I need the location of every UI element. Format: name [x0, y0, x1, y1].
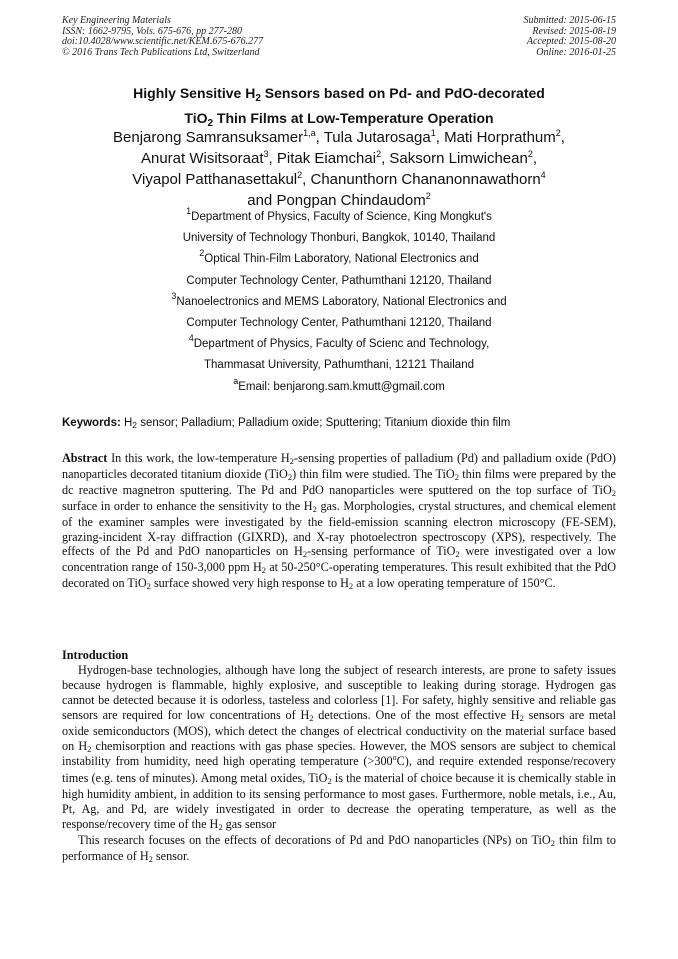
abstract-text: ) thin film were studied. The TiO [292, 466, 455, 481]
author-line [62, 170, 616, 191]
copyright-line: © 2016 Trans Tech Publications Ltd, Switzerland [62, 46, 260, 58]
author-name: Anurat Wisitsoraat [140, 150, 264, 167]
author-name: , Mati Horprathum [435, 129, 556, 146]
subscript: 2 [289, 456, 294, 466]
author-affil-mark: 2 [527, 149, 533, 159]
author-line [62, 149, 616, 170]
title-text: Highly Sensitive H [133, 85, 256, 101]
abstract-text: gas. Morphologies, crystal structures, and chemical element of the examiner samples were investigated by the field-emission scanning electron microscopy (FE-SEM), grazing-incident X-ray diffraction (GIXRD), and X-ray photoelectron spectroscopy (XPS), respectively. The effects of the Pd and PdO nanoparticles on H [62, 498, 616, 559]
intro-text: gas sensor [222, 817, 277, 832]
author-name: and Pongpan Chindaudom [247, 192, 426, 209]
subscript: 2 [312, 503, 317, 514]
abstract-text: were investigated over a low concentration range of 150-3,000 ppm H [62, 544, 617, 575]
intro-text: thin film to performance of H [62, 832, 616, 863]
author-name: Viyapol Patthanasettakul [132, 171, 298, 188]
author-affil-mark: 2 [555, 128, 561, 138]
degree-superscript: o [392, 753, 397, 763]
abstract-paragraph [62, 451, 616, 592]
author-separator: , [532, 150, 538, 167]
subscript: 2 [148, 853, 153, 864]
subscript: 2 [611, 487, 616, 498]
title-line-1 [62, 82, 616, 107]
affil-text: Nanoelectronics and MEMS Laboratory, National Electronics and [176, 295, 507, 308]
journal-name: Key Engineering Materials [62, 15, 171, 26]
title-subscript: 2 [207, 118, 214, 129]
author-name: , Saksorn Limwichean [381, 150, 528, 167]
journal-header-left [62, 16, 263, 58]
author-list [62, 128, 616, 212]
affiliation-line: Computer Technology Center, Pathumthani 12120, Thailand [186, 317, 492, 330]
subscript: 2 [287, 471, 293, 482]
author-affil-mark: 3 [263, 149, 269, 159]
author-affil-mark: 1 [430, 128, 436, 138]
abstract [62, 451, 616, 592]
affiliation-line: Computer Technology Center, Pathumthani 12120, Thailand [186, 274, 492, 287]
author-line [62, 128, 616, 149]
affil-text: Department of Physics, Faculty of Science, King Mongkut's [191, 211, 492, 223]
subscript: 2 [218, 822, 223, 833]
affil-mark: 4 [188, 333, 194, 344]
subscript: 2 [454, 471, 459, 482]
keywords-text: sensor; Palladium; Palladium oxide; Sputtering; Titanium dioxide thin film [137, 417, 511, 429]
affiliation-line [62, 292, 616, 313]
subscript: 2 [348, 581, 354, 592]
subscript: 2 [146, 581, 151, 592]
affiliation-line: Thammasat University, Pathumthani, 12121 Thailand [204, 359, 474, 372]
author-affil-mark: 2 [425, 191, 431, 201]
subscript: 2 [550, 837, 555, 848]
author-separator: , [560, 129, 565, 146]
doi-line: doi:10.4028/www.scientific.net/KEM.675-676.277 [62, 36, 264, 48]
submitted-date: Submitted: 2015-06-15 [523, 15, 616, 26]
author-name: , Chanunthorn Chananonnawathorn [302, 171, 541, 188]
subscript: 2 [302, 549, 308, 560]
abstract-text: at 50-250°C-operating temperatures. This result exhibited that the PdO decorated on TiO [62, 560, 616, 591]
affiliations [62, 207, 616, 398]
subscript: 2 [455, 549, 460, 560]
title-subscript: 2 [255, 93, 261, 104]
keywords-subscript: 2 [132, 420, 138, 430]
intro-text: detections. One of the most effective H [313, 707, 520, 722]
abstract-text: thin films were prepared by the dc reactive magnetron sputtering. The Pd and PdO nanoparticles were sputtered on the top surface of TiO [62, 466, 616, 497]
abstract-text: -sensing properties of palladium (Pd) and palladium oxide (PdO) nanoparticles decorated titanium dioxide (TiO [62, 451, 616, 481]
paper-title [62, 82, 616, 132]
revised-date: Revised: 2015-08-19 [532, 25, 616, 37]
abstract-text: In this work, the low-temperature H [107, 451, 290, 465]
author-affil-mark: 4 [540, 170, 546, 180]
author-name: Benjarong Samransuksamer [113, 129, 304, 146]
title-text: Sensors based on Pd- and PdO-decorated [260, 85, 545, 101]
introduction [62, 663, 616, 865]
abstract-text: at a low operating temperature of 150°C. [353, 576, 556, 591]
author-name: , Tula Jutarosaga [315, 129, 431, 146]
online-date: Online: 2016-01-25 [536, 46, 616, 58]
intro-text: Hydrogen-base technologies, although have long the subject of research interests, are prone to safety issues because hydrogen is flammable, highly explosive, and susceptible to leaking during storage. Hydrogen gas cannot be detected because it is odorless, tasteless and colorless [1]. For safety, highly sensitive and reliable gas sensors are required for low concentrations of H [62, 663, 616, 722]
abstract-text: surface in order to enhance the sensitivity to the H [62, 498, 313, 513]
issn-line: ISSN: 1662-9795, Vols. 675-676, pp 277-280 [62, 25, 242, 37]
email-line [62, 377, 616, 398]
author-affil-mark: 2 [297, 170, 303, 180]
affiliation-line [62, 249, 616, 270]
title-text: TiO [184, 110, 208, 126]
author-email: Email: benjarong.sam.kmutt@gmail.com [238, 380, 445, 393]
title-text: Thin Films at Low-Temperature Operation [213, 110, 494, 126]
intro-paragraph-2 [62, 833, 616, 865]
intro-text: sensors are metal oxide semiconductors (MOS), which detect the changes of electrical conductivity on the material surface based on H [62, 707, 616, 753]
subscript: 2 [327, 776, 332, 787]
author-affil-mark: 1,a [303, 128, 316, 138]
intro-paragraph-1 [62, 663, 616, 833]
keywords-label: Keywords: [62, 417, 121, 429]
intro-text: C), and require extended response/recovery times (e.g. tens of minutes). Among metal oxides, TiO [62, 754, 616, 786]
abstract-text: -sensing performance of TiO [307, 544, 456, 559]
author-name: , Pitak Eiamchai [268, 150, 377, 167]
affil-mark: 1 [186, 206, 192, 216]
subscript: 2 [261, 565, 267, 576]
affil-mark: a [233, 375, 239, 386]
accepted-date: Accepted: 2015-08-20 [526, 36, 616, 48]
intro-text: sensor. [152, 848, 190, 863]
author-affil-mark: 2 [376, 149, 382, 159]
abstract-text: surface showed very high response to H [150, 576, 349, 591]
affiliation-line: University of Technology Thonburi, Bangkok, 10140, Thailand [182, 232, 496, 245]
subscript: 2 [309, 712, 314, 723]
journal-header-right [524, 16, 617, 58]
keywords-text: H [120, 417, 133, 429]
affiliation-line [62, 334, 616, 355]
intro-text: chemisorption and reactions with gas phase species. However, the MOS sensors are subject to chemical instability from humidity, need high operating temperature (>300 [62, 738, 616, 769]
affil-text: Optical Thin-Film Laboratory, National Electronics and [204, 253, 479, 266]
subscript: 2 [519, 712, 524, 723]
abstract-label: Abstract [62, 451, 108, 465]
affiliation-line [62, 207, 616, 228]
intro-text: is the material of choice because it is chemically stable in high humidity ambient, in addition to its sensing performance to most gases. Furthermore, noble metals, i.e., Au, Pt, Ag, and Pd, are widely investigated in order to decrease the operating temperature, as well as the response/recovery time of the H [62, 771, 616, 832]
keywords [62, 416, 622, 430]
subscript: 2 [87, 743, 92, 754]
affil-mark: 2 [199, 248, 205, 259]
intro-text: This research focuses on the effects of decorations of Pd and PdO nanoparticles (NPs) on TiO [78, 832, 551, 847]
introduction-heading: Introduction [62, 648, 129, 662]
affil-mark: 3 [171, 290, 177, 301]
affil-text: Department of Physics, Faculty of Scienc and Technology, [193, 338, 490, 351]
